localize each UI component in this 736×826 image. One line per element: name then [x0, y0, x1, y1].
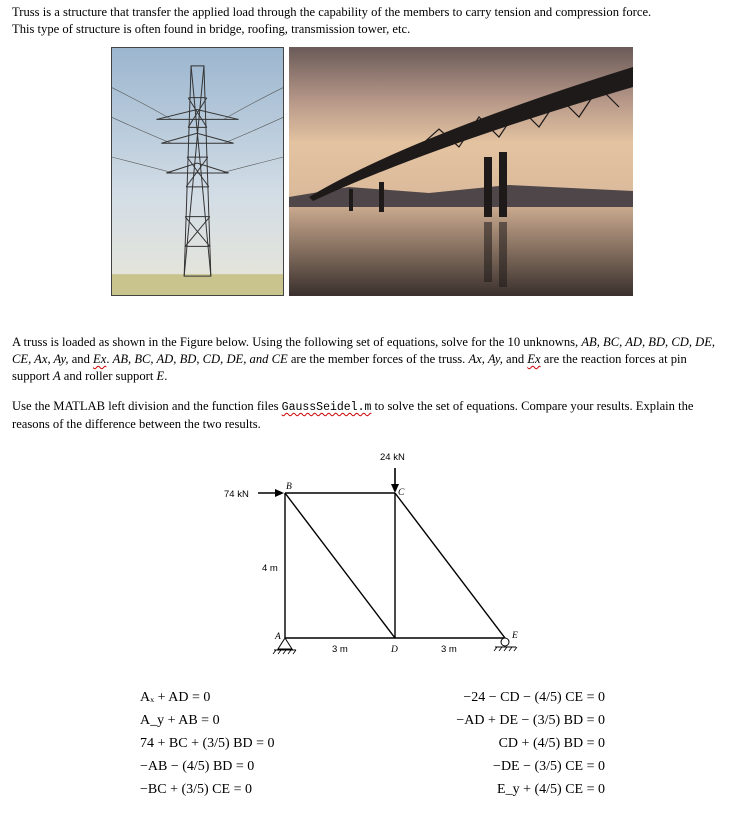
task-text-3: .	[106, 352, 113, 366]
task-paragraph	[12, 334, 724, 385]
equation: −BC + (3/5) CE = 0	[140, 782, 252, 797]
task-reactions: Ax, Ay,	[468, 352, 503, 366]
task-text-7: and roller support	[60, 369, 157, 383]
span-2-label: 3 m	[441, 644, 457, 655]
member-bd	[285, 493, 395, 638]
load-side-label: 74 kN	[224, 489, 249, 500]
equations-right	[456, 686, 605, 801]
task-support-a: A	[52, 369, 61, 383]
node-c-label: C	[398, 488, 405, 498]
node-e-label: E	[512, 631, 518, 641]
intro-line-1: Truss is a structure that transfer the applied load through the capability of the members to carry tension and compression force.	[12, 5, 652, 19]
task-text-5: and	[502, 352, 528, 366]
matlab-paragraph	[12, 398, 724, 433]
intro-line-2: This type of structure is often found in bridge, roofing, transmission tower, etc.	[12, 22, 411, 36]
node-b-label: B	[286, 482, 292, 492]
equation: 74 + BC + (3/5) BD = 0	[140, 736, 275, 751]
equation: A_y + AB = 0	[140, 713, 220, 728]
equation: −AD + DE − (3/5) BD = 0	[456, 713, 605, 728]
member-ce	[395, 493, 505, 638]
load-top-label: 24 kN	[380, 452, 405, 463]
equation: E_y + (4/5) CE = 0	[497, 782, 605, 797]
equation: −AB − (4/5) BD = 0	[140, 759, 255, 774]
task-members: AB, BC, AD, BD, CD, DE, and CE	[112, 352, 288, 366]
transmission-tower-image	[111, 47, 284, 296]
task-ex-2: Ex	[527, 352, 541, 366]
equation: −DE − (3/5) CE = 0	[493, 759, 605, 774]
task-text-1: A truss is loaded as shown in the Figure below. Using the following set of equations, solve for the 10 unknowns,	[12, 335, 582, 349]
task-unknowns: AB, BC, AD, BD, CD, DE, CE, Ax, Ay,	[12, 335, 716, 366]
task-text-4: are the member forces of the truss.	[287, 352, 469, 366]
span-1-label: 3 m	[332, 644, 348, 655]
matlab-text-1: Use the MATLAB left division and the function files	[12, 399, 282, 413]
load-arrow-74kn	[258, 489, 284, 497]
node-a-label: A	[275, 632, 281, 642]
equation: −24 − CD − (4/5) CE = 0	[463, 690, 605, 705]
truss-figure	[200, 446, 560, 666]
node-d-label: D	[391, 645, 398, 655]
equations-left	[140, 686, 275, 801]
truss-bridge-image	[289, 47, 633, 296]
intro-paragraph	[12, 4, 724, 38]
task-ex: Ex	[93, 352, 107, 366]
height-label: 4 m	[262, 563, 278, 574]
task-text-8: .	[164, 369, 168, 383]
task-support-e: E	[156, 369, 165, 383]
task-text-6: are the reaction forces at pin support	[12, 352, 687, 383]
matlab-text-2: to solve the set of equations. Compare your results. Explain the reasons of the difference between the two results.	[12, 399, 694, 431]
task-text-2: and	[68, 352, 94, 366]
matlab-file-name: GaussSeidel.m	[281, 401, 372, 414]
equation: Aₓ + AD = 0	[140, 690, 211, 705]
equation: CD + (4/5) BD = 0	[498, 736, 605, 751]
